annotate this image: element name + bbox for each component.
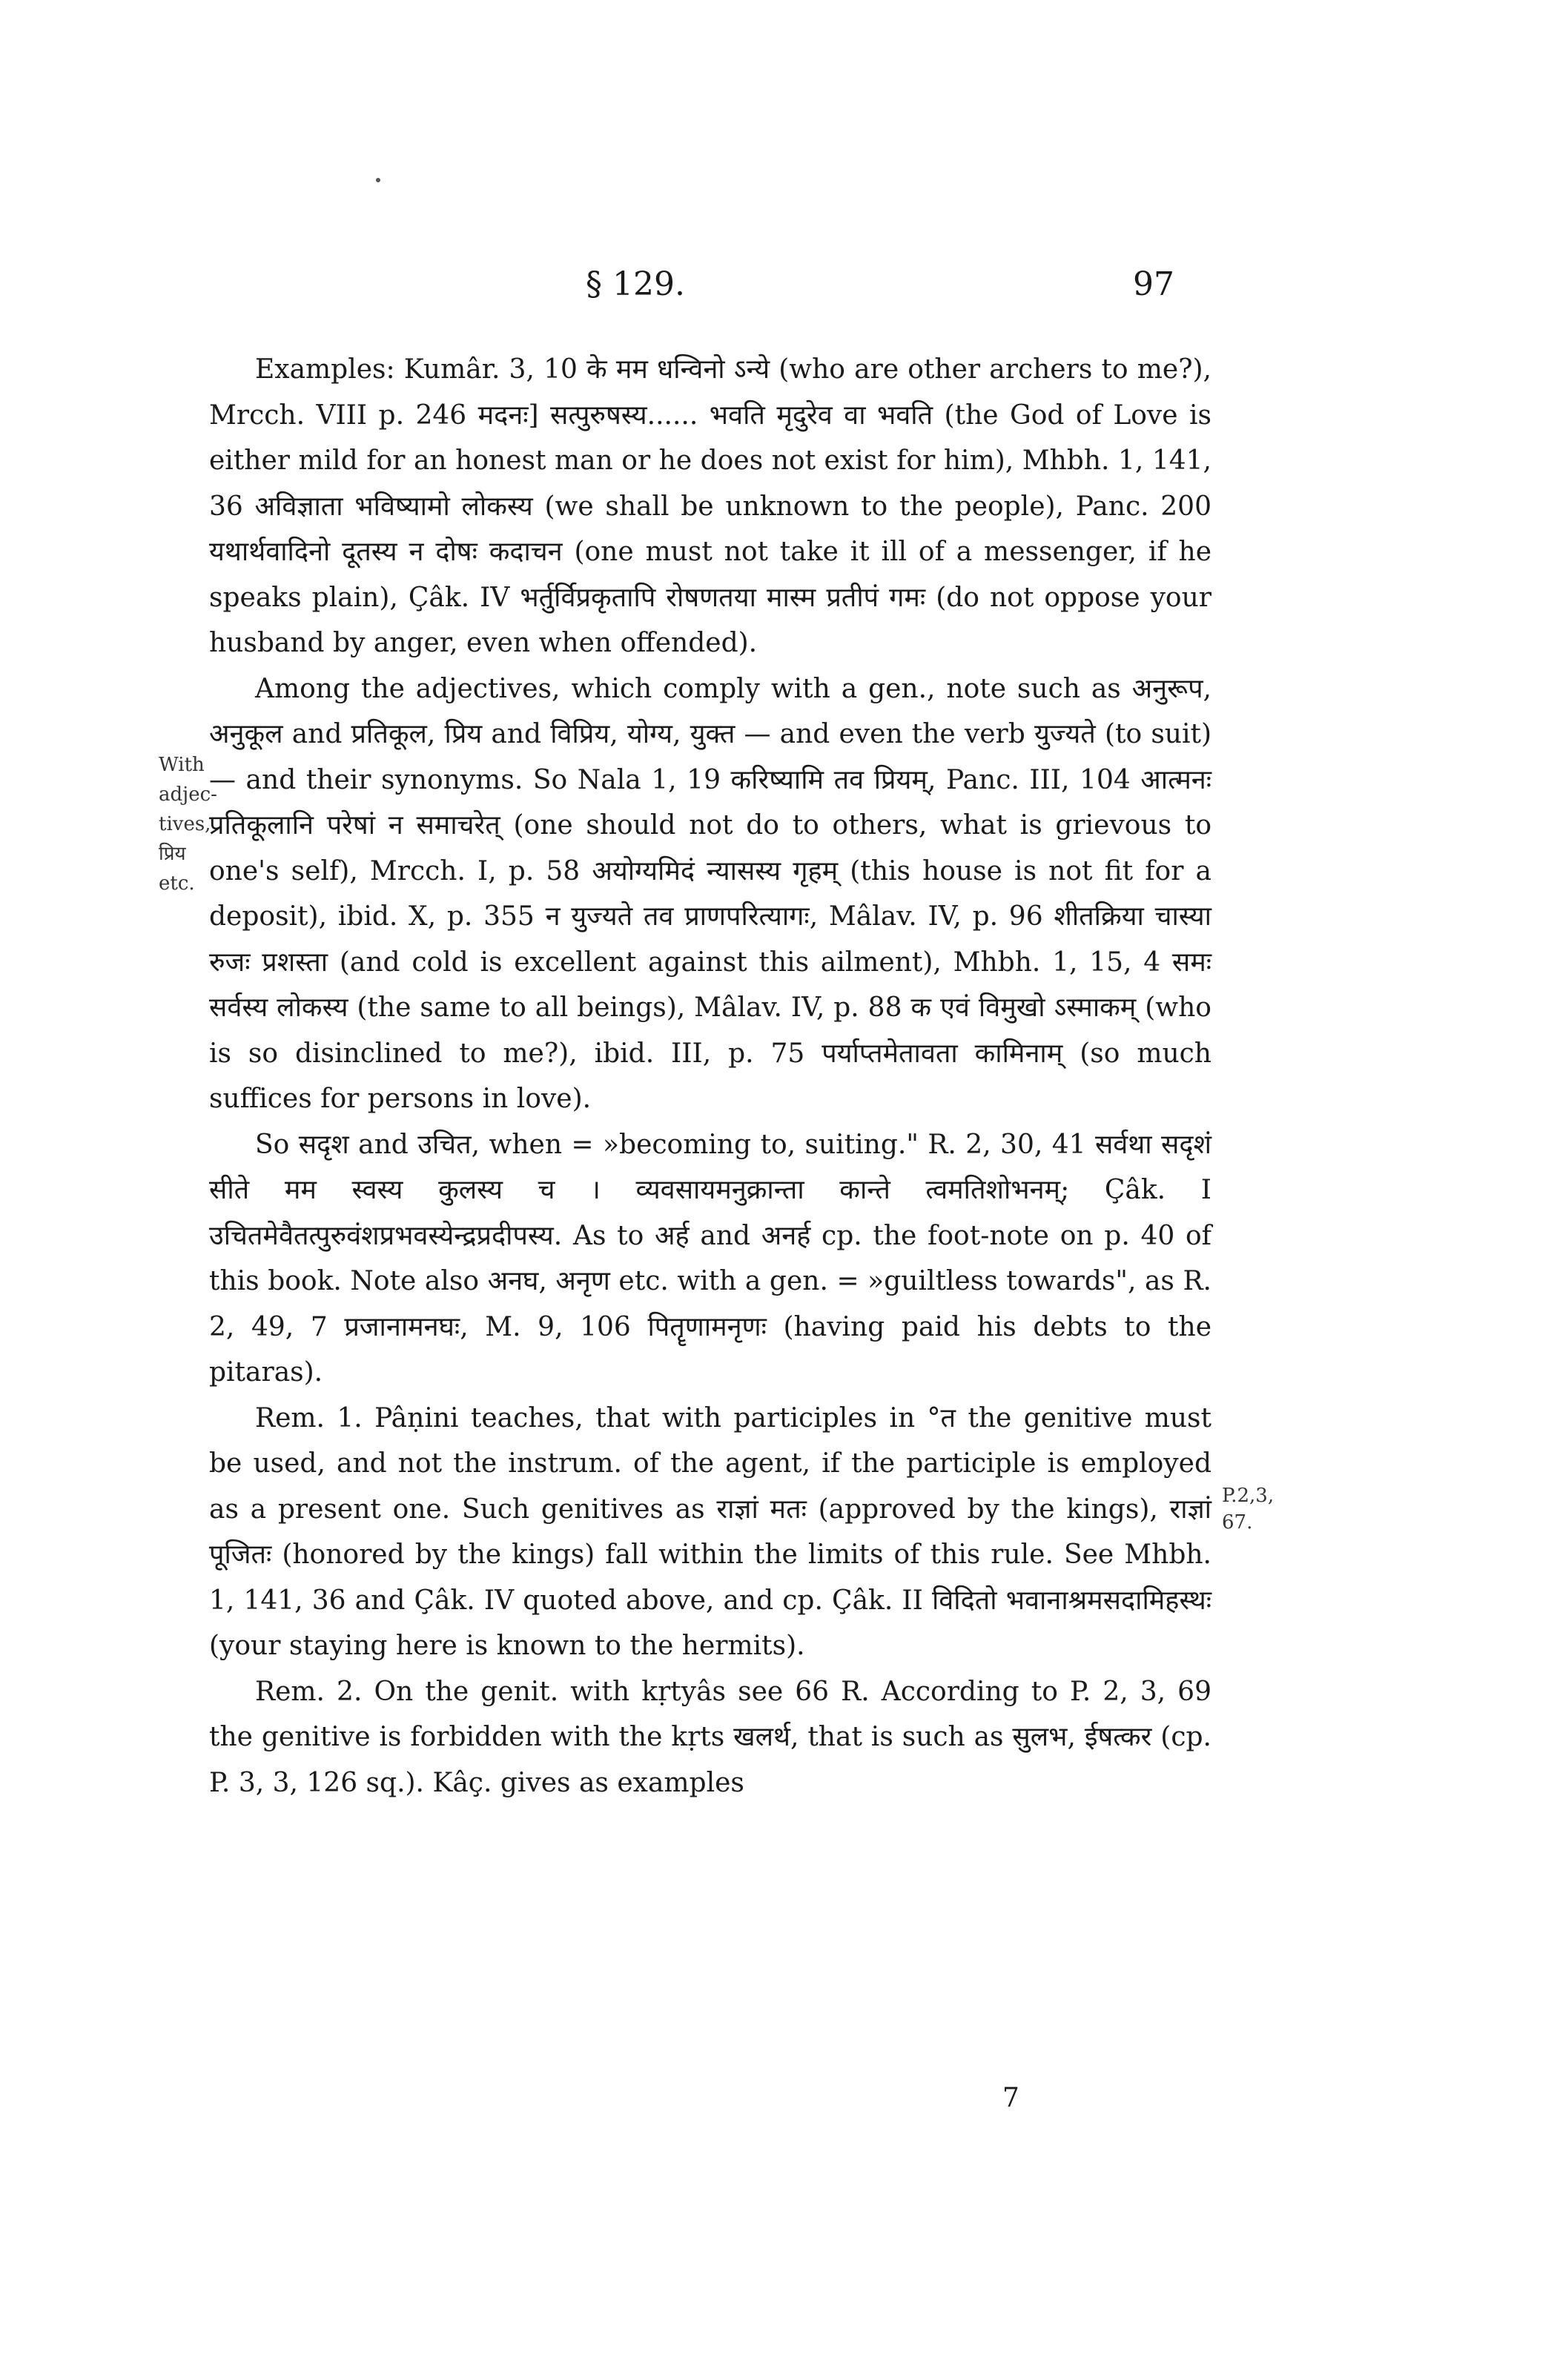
page-speck (376, 178, 380, 182)
page-number: 97 (1133, 265, 1174, 303)
paragraph-adjectives: Among the adjectives, which comply with a gen., note such as अनुरूप, अनुकूल and प्रतिकूल, प्रिय and विप्रिय, योग्य, युक्त — and even the verb युज्यते (to suit) — and their synonyms. So Nala 1, 19 करिष्यामि तव प्रियम्, Panc. III, 104 आत्मनः प्रतिकूलानि परेषां न समाचरेत् (one should not do to others, what is grievous to one's self), Mrcch. I, p. 58 अयोग्यमिदं न्यासस्य गृहम् (this house is not fit for a deposit), ibid. X, p. 355 न युज्यते तव प्राणपरित्यागः, Mâlav. IV, p. 96 शीतक्रिया चास्या रुजः प्रशस्ता (and cold is excellent against this ailment), Mhbh. 1, 15, 4 समः सर्वस्य लोकस्य (the same to all beings), Mâlav. IV, p. 88 क एवं विमुखो ऽस्माकम् (who is so disinclined to me?), ibid. III, p. 75 पर्याप्तमेतावता कामिनाम् (so much suffices for persons in love). (209, 673, 1211, 1114)
signature-mark: 7 (1002, 2083, 1019, 2113)
margin-note-line: With (159, 754, 205, 776)
margin-note-line: 67. (1222, 1511, 1253, 1534)
paragraph-remark-2: Rem. 2. On the genit. with kṛtyâs see 66 R. According to P. 2, 3, 69 the genitive is forbidden with the kṛts खलर्थ, that is such as सुलभ, ईषत्कर (cp. P. 3, 3, 126 sq.). Kâç. gives as examples (209, 1676, 1211, 1798)
right-margin-note (1222, 1482, 1296, 1536)
paragraph-remark-1: Rem. 1. Pâṇini teaches, that with participles in °त the genitive must be used, and not the instrum. of the agent, if the participle is employed as a present one. Such genitives as राज्ञां मतः (approved by the kings), राज्ञां पूजितः (honored by the kings) fall within the limits of this rule. See Mhbh. 1, 141, 36 and Çâk. IV quoted above, and cp. Çâk. II विदितो भवानाश्रमसदामिहस्थः (your staying here is known to the hermits). (209, 1402, 1211, 1661)
left-margin-note (159, 750, 217, 898)
running-header (0, 265, 1557, 325)
section-number: § 129. (586, 265, 685, 303)
page-body (209, 347, 1211, 1806)
margin-note-line: P.2,3, (1222, 1485, 1275, 1507)
margin-note-line: प्रिय (159, 843, 186, 865)
margin-note-line: tives, (159, 813, 211, 835)
paragraph-examples: Examples: Kumâr. 3, 10 के मम धन्विनो ऽन्ये (who are other archers to me?), Mrcch. VIII p. 246 मदनः] सत्पुरुषस्य...... भवति मृदुरेव वा भवति (the God of Love is either mild for an honest man or he does not exist for him), Mhbh. 1, 141, 36 अविज्ञाता भविष्यामो लोकस्य (we shall be unknown to the people), Panc. 200 यथार्थवादिनो दूतस्य न दोषः कदाचन (one must not take it ill of a messenger, if he speaks plain), Çâk. IV भर्तुर्विप्रकृतापि रोषणतया मास्म प्रतीपं गमः (do not oppose your husband by anger, even when offended). (209, 354, 1211, 658)
margin-note-line: adjec- (159, 783, 217, 806)
paragraph-sadrsa: So सदृश and उचित, when = »becoming to, suiting." R. 2, 30, 41 सर्वथा सदृशं सीते मम स्वस्य कुलस्य च । व्यवसायमनुक्रान्ता कान्ते त्वमतिशोभनम्; Çâk. I उचितमेवैतत्पुरुवंशप्रभवस्येन्द्रप्रदीपस्य. As to अर्ह and अनर्ह cp. the foot-note on p. 40 of this book. Note also अनघ, अनृण etc. with a gen. = »guiltless towards", as R. 2, 49, 7 प्रजानामनघः, M. 9, 106 पितॄणामनृणः (having paid his debts to the pitaras). (209, 1129, 1211, 1388)
margin-note-line: etc. (159, 872, 195, 895)
